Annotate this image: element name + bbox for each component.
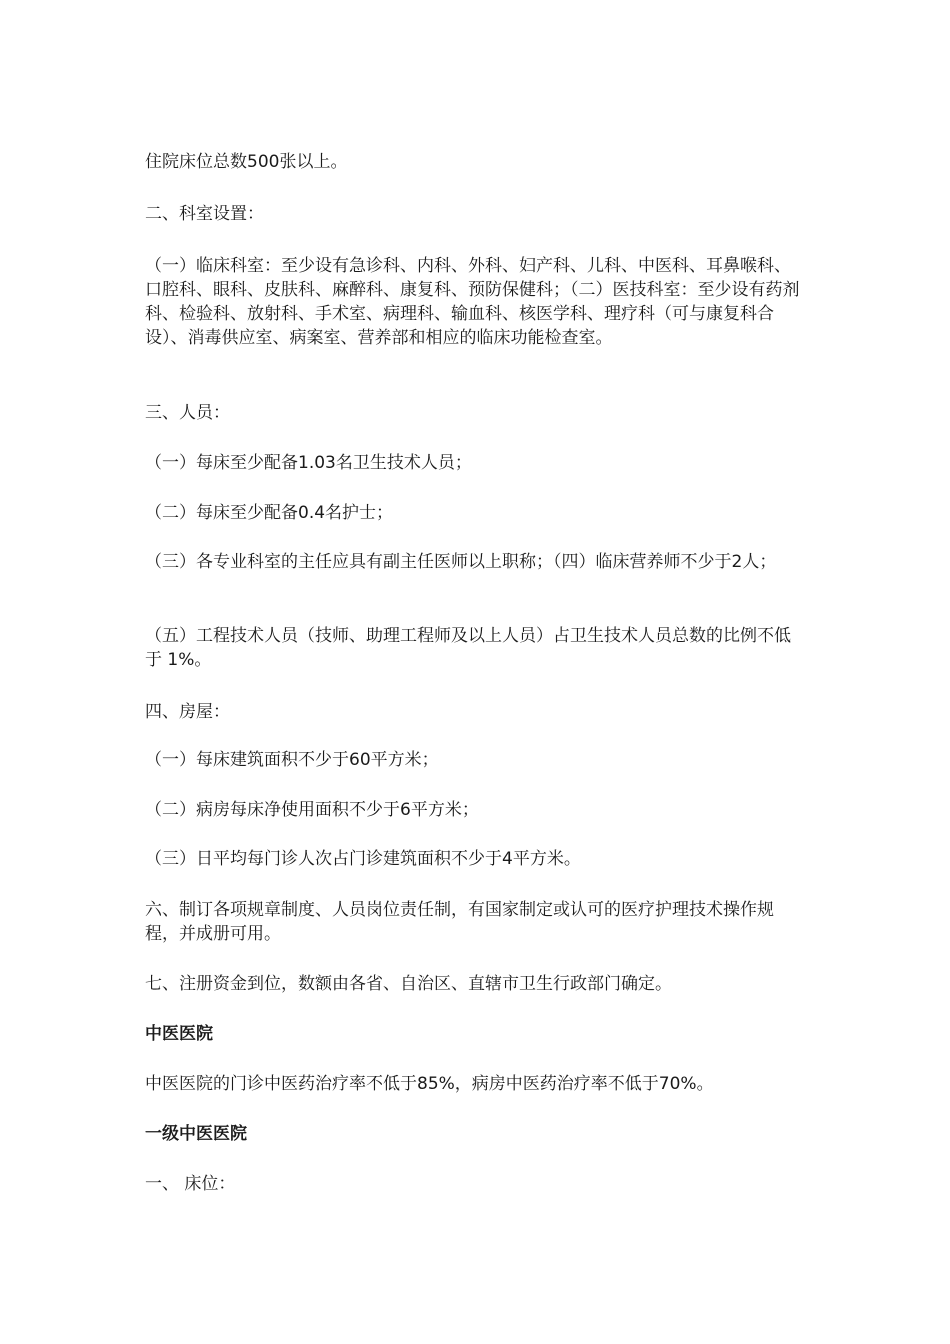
section-heading-buildings: 四、房屋： — [145, 702, 230, 722]
paragraph-registered-capital: 七、注册资金到位，数额由各省、自治区、直辖市卫生行政部门确定。 — [145, 974, 672, 994]
paragraph-tcm-rate: 中医医院的门诊中医药治疗率不低于85%，病房中医药治疗率不低于70%。 — [145, 1074, 714, 1094]
section-heading-beds: 一、 床位： — [145, 1174, 236, 1194]
paragraph-staff-2: （二）每床至少配备0.4名护士； — [145, 503, 394, 523]
paragraph-staff-5: （五）工程技术人员（技师、助理工程师及以上人员）占卫生技术人员总数的比例不低于 1%。 — [145, 626, 791, 670]
paragraph-staff-1: （一）每床至少配备1.03名卫生技术人员； — [145, 453, 472, 473]
paragraph-departments: （一）临床科室：至少设有急诊科、内科、外科、妇产科、儿科、中医科、耳鼻喉科、口腔科、眼科、皮肤科、麻醉科、康复科、预防保健科；（二）医技科室：至少设有药剂科、检验科、放射科、手术室、病理科、输血科、核医学科、理疗科（可与康复科合设）、消毒供应室、病案室、营养部和相应的临床功能检查室。 — [145, 256, 800, 348]
heading-tcm-hospital: 中医医院 — [145, 1024, 213, 1044]
heading-level-1-tcm-hospital: 一级中医医院 — [145, 1124, 247, 1144]
section-heading-departments: 二、科室设置： — [145, 204, 264, 224]
paragraph-buildings-2: （二）病房每床净使用面积不少于6平方米； — [145, 800, 479, 820]
paragraph-buildings-1: （一）每床建筑面积不少于60平方米； — [145, 750, 439, 770]
paragraph-regulations: 六、制订各项规章制度、人员岗位责任制，有国家制定或认可的医疗护理技术操作规程，并成册可用。 — [145, 900, 774, 944]
paragraph-staff-3-4: （三）各专业科室的主任应具有副主任医师以上职称；（四）临床营养师不少于2人； — [145, 552, 777, 572]
section-heading-staff: 三、人员： — [145, 403, 230, 423]
paragraph-bed-count: 住院床位总数500张以上。 — [145, 152, 348, 172]
paragraph-buildings-3: （三）日平均每门诊人次占门诊建筑面积不少于4平方米。 — [145, 849, 581, 869]
